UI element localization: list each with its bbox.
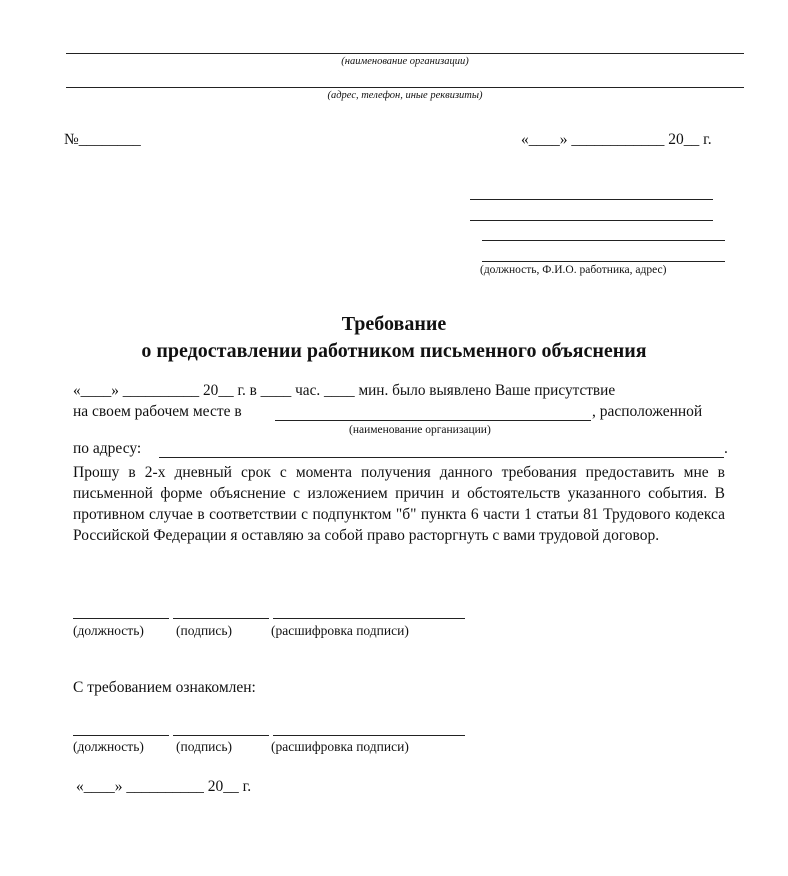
addressee-line-3 [482,240,725,241]
address-line [66,87,744,88]
signature-line-2 [173,735,269,736]
signature-label-2: (подпись) [176,739,233,754]
signature-line-1 [173,618,269,619]
addressee-line-2 [470,220,713,221]
org-name-fill-line [275,420,591,421]
org-name-line [66,53,744,54]
position-sign-line-2 [73,735,169,736]
address-fill-line [159,457,724,458]
org-name-caption: (наименование организации) [341,56,469,67]
document-date: «____» ____________ 20__ г. [521,131,712,148]
decode-line-1 [273,618,465,619]
document-subtitle: о предоставлении работником письменного объяснения [141,340,647,362]
document-number: №________ [64,131,141,148]
acknowledged-label: С требованием ознакомлен: [73,679,256,696]
body-line-2-end: , расположенной [592,403,703,420]
position-sign-line-1 [73,618,169,619]
addressee-line-1 [470,199,713,200]
addressee-caption: (должность, Ф.И.О. работника, адрес) [480,264,667,276]
position-label-2: (должность) [73,739,144,754]
body-line-3-end: . [724,440,728,457]
footer-date: «____» __________ 20__ г. [76,778,252,795]
signature-label-1: (подпись) [176,623,233,638]
body-line-1: «____» __________ 20__ г. в ____ час. ____ мин. было выявлено Ваше присутствие [73,382,616,399]
decode-label-1: (расшифровка подписи) [271,623,409,638]
body-line-2-start: на своем рабочем месте в [73,403,242,420]
document-title: Требование [341,313,447,335]
addressee-line-4 [482,261,725,262]
position-label-1: (должность) [73,623,144,638]
decode-label-2: (расшифровка подписи) [271,739,409,754]
body-line-3-start: по адресу: [73,440,142,457]
address-caption: (адрес, телефон, иные реквизиты) [327,90,483,101]
body-paragraph: Прошу в 2-х дневный срок с момента получения данного требования предоставить мне в письменной форме объяснение с изложением причин и обстоятельств указанного события. В противном случае в соответствии с подпунктом "б" пункта 6 части 1 статьи 81 Трудового кодекса Российской Федерации я оставляю за собой право расторгнуть с вами трудовой договор. [73,464,725,544]
org-name-fill-caption: (наименование организации) [349,424,491,436]
decode-line-2 [273,735,465,736]
